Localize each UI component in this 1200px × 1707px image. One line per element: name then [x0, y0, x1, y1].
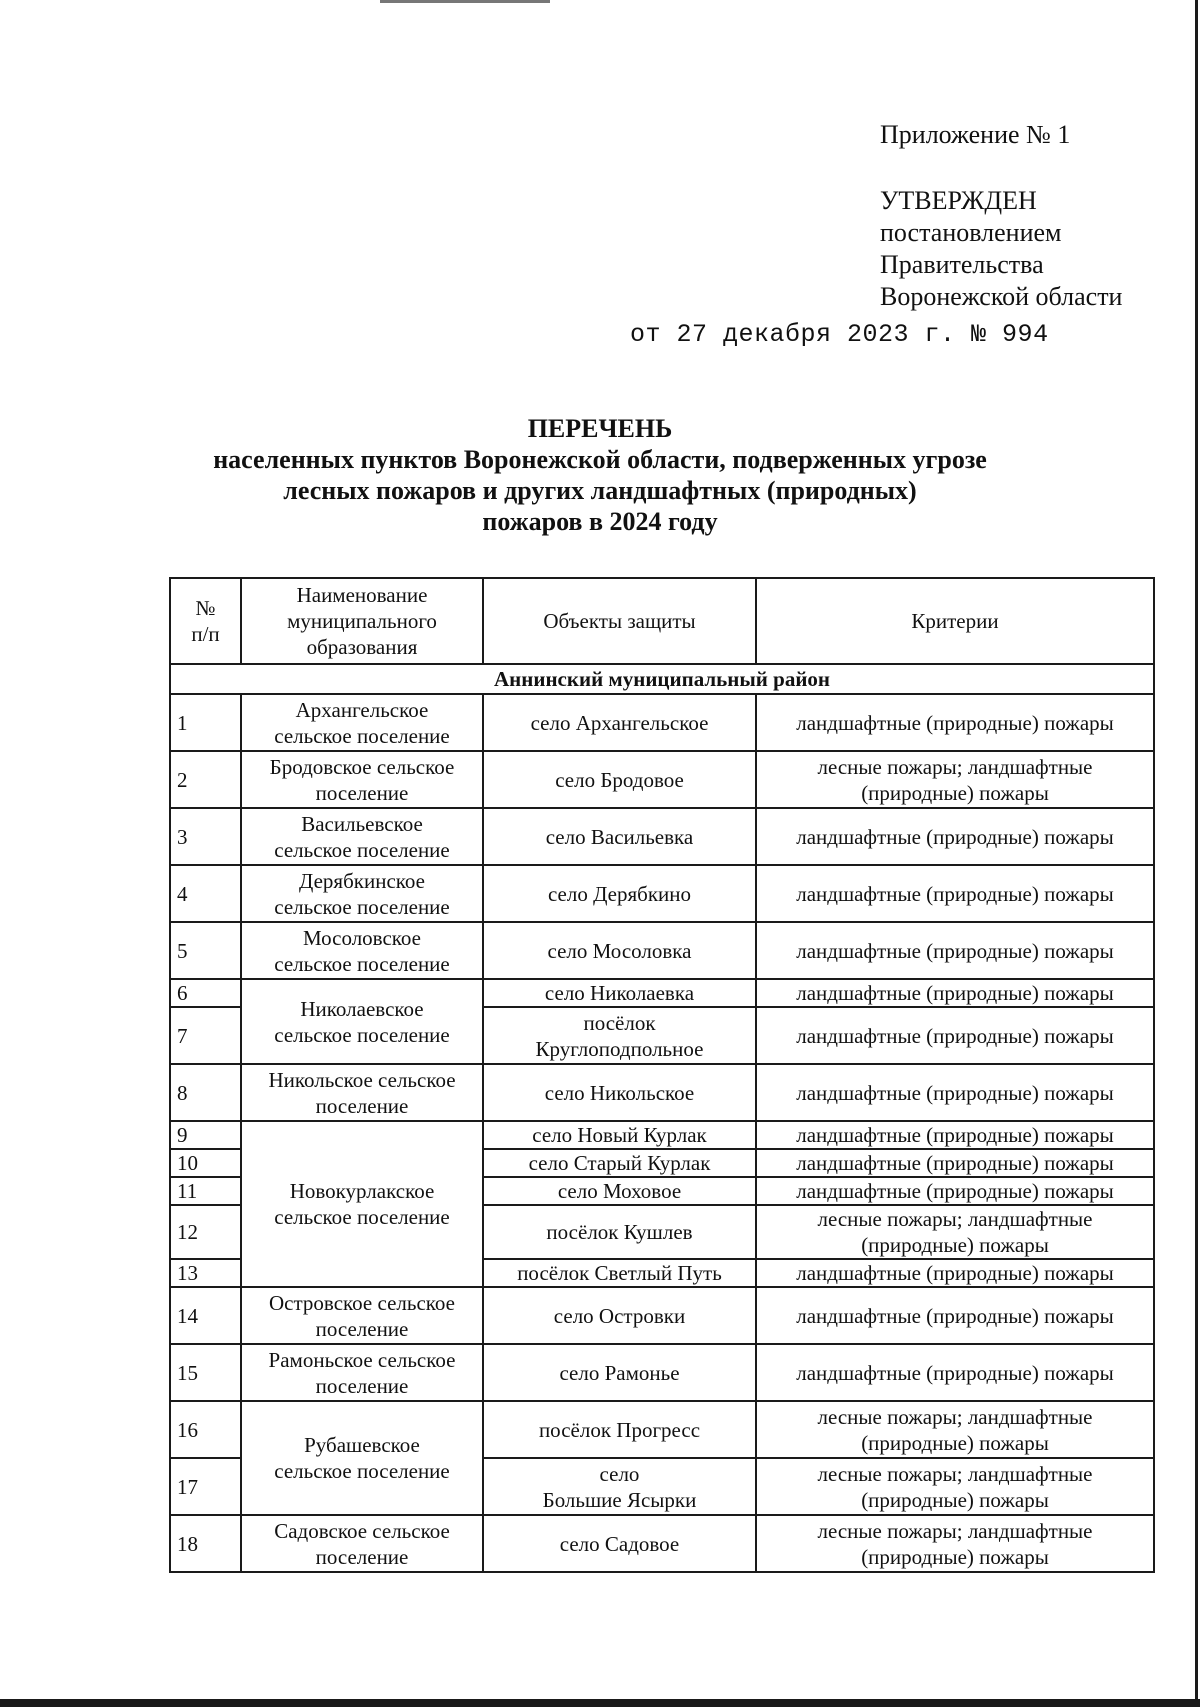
- row-number: 14: [170, 1287, 241, 1344]
- header-objects: Объекты защиты: [483, 578, 756, 664]
- header-num: [170, 578, 241, 664]
- criteria-cell: [756, 1515, 1154, 1572]
- table-row: [170, 1344, 1154, 1401]
- cell-line: Островское сельское: [269, 1290, 455, 1315]
- cell-line: сельское поселение: [274, 1022, 450, 1047]
- cell-line: Садовское сельское: [274, 1518, 450, 1543]
- cell-line: село Садовое: [559, 1531, 680, 1556]
- protected-object-cell: [483, 1205, 756, 1259]
- cell-line: ландшафтные (природные) пожары: [796, 1360, 1114, 1385]
- criteria-cell: [756, 1007, 1154, 1064]
- cell-line: поселение: [315, 1544, 409, 1569]
- header-criteria: Критерии: [756, 578, 1154, 664]
- municipality-cell: [241, 979, 483, 1064]
- row-number: 17: [170, 1458, 241, 1515]
- cell-line: поселение: [315, 1093, 409, 1118]
- row-number: 7: [170, 1007, 241, 1064]
- municipality-cell: [241, 1064, 483, 1121]
- approved-by-line: Воронежской области: [880, 282, 1123, 311]
- table-header-row: [170, 578, 1154, 664]
- header-municipality-line: Наименование: [296, 583, 428, 607]
- scan-border-bottom: [0, 1699, 1200, 1707]
- cell-line: ландшафтные (природные) пожары: [796, 1023, 1114, 1048]
- approval-stamp: [880, 185, 1122, 313]
- cell-line: Николаевское: [300, 996, 424, 1021]
- municipality-cell: [241, 922, 483, 979]
- protected-object-cell: [483, 808, 756, 865]
- row-number: 10: [170, 1149, 241, 1177]
- cell-line: Бродовское сельское: [269, 754, 455, 779]
- appendix-label: Приложение № 1: [880, 120, 1071, 149]
- table-row: [170, 865, 1154, 922]
- cell-line: село Васильевка: [545, 824, 694, 849]
- district-name: Аннинский муниципальный район: [170, 664, 1154, 694]
- protected-object-cell: [483, 1064, 756, 1121]
- protected-object-cell: [483, 1458, 756, 1515]
- row-number: 18: [170, 1515, 241, 1572]
- cell-line: ландшафтные (природные) пожары: [796, 824, 1114, 849]
- cell-line: поселение: [315, 1316, 409, 1341]
- criteria-cell: [756, 1149, 1154, 1177]
- table-row: [170, 694, 1154, 751]
- cell-line: ландшафтные (природные) пожары: [796, 881, 1114, 906]
- cell-line: поселение: [315, 780, 409, 805]
- cell-line: посёлок: [583, 1010, 656, 1035]
- row-number: 1: [170, 694, 241, 751]
- cell-line: сельское поселение: [274, 1205, 450, 1229]
- approved-by-line: постановлением: [880, 218, 1062, 247]
- cell-line: сельское поселение: [274, 1459, 450, 1483]
- municipality-cell: [241, 694, 483, 751]
- protected-object-cell: [483, 1177, 756, 1205]
- cell-line: лесные пожары; ландшафтные: [817, 1518, 1093, 1543]
- table-row: [170, 751, 1154, 808]
- cell-line: село Дерябкино: [547, 881, 692, 906]
- cell-line: село Мосоловка: [547, 938, 692, 963]
- cell-line: село Рамонье: [559, 1360, 680, 1385]
- table-row: [170, 1064, 1154, 1121]
- district-row: [170, 664, 1154, 694]
- row-number: 11: [170, 1177, 241, 1205]
- cell-line: ландшафтные (природные) пожары: [796, 1179, 1114, 1203]
- protected-object-cell: [483, 1401, 756, 1458]
- cell-line: ландшафтные (природные) пожары: [796, 1261, 1114, 1285]
- protected-object-cell: [483, 979, 756, 1007]
- municipality-cell: [241, 1515, 483, 1572]
- municipality-cell: [241, 865, 483, 922]
- criteria-cell: [756, 1458, 1154, 1515]
- title-line: пожаров в 2024 году: [482, 507, 718, 536]
- cell-line: Дерябкинское: [299, 868, 425, 893]
- protected-object-cell: [483, 922, 756, 979]
- header-num-line: №: [195, 596, 216, 620]
- municipality-cell: [241, 1121, 483, 1287]
- cell-line: лесные пожары; ландшафтные: [817, 1404, 1093, 1429]
- protected-object-cell: [483, 1259, 756, 1287]
- cell-line: посёлок Прогресс: [538, 1417, 701, 1442]
- cell-line: посёлок Кушлев: [546, 1220, 693, 1244]
- cell-line: ландшафтные (природные) пожары: [796, 710, 1114, 735]
- cell-line: ландшафтные (природные) пожары: [796, 1303, 1114, 1328]
- cell-line: сельское поселение: [274, 894, 450, 919]
- cell-line: лесные пожары; ландшафтные: [817, 754, 1093, 779]
- header-num-line: п/п: [191, 622, 220, 646]
- approved-label: УТВЕРЖДЕН: [880, 186, 1037, 215]
- protected-object-cell: [483, 1515, 756, 1572]
- criteria-cell: [756, 1177, 1154, 1205]
- scan-border-right: [1195, 0, 1198, 1707]
- row-number: 15: [170, 1344, 241, 1401]
- table-row: [170, 1515, 1154, 1572]
- cell-line: сельское поселение: [274, 723, 450, 748]
- municipality-cell: [241, 1344, 483, 1401]
- table-row: [170, 808, 1154, 865]
- document-title: [0, 413, 1200, 537]
- criteria-cell: [756, 1401, 1154, 1458]
- cell-line: село Николаевка: [544, 981, 695, 1005]
- cell-line: лесные пожары; ландшафтные: [817, 1461, 1093, 1486]
- cell-line: село Архангельское: [530, 710, 709, 735]
- criteria-cell: [756, 865, 1154, 922]
- table-row: [170, 922, 1154, 979]
- criteria-cell: [756, 1259, 1154, 1287]
- municipality-cell: [241, 808, 483, 865]
- cell-line: село Старый Курлак: [528, 1151, 711, 1175]
- row-number: 9: [170, 1121, 241, 1149]
- row-number: 6: [170, 979, 241, 1007]
- cell-line: (природные) пожары: [861, 1233, 1049, 1257]
- cell-line: село Новый Курлак: [532, 1123, 707, 1147]
- cell-line: село Островки: [553, 1303, 686, 1328]
- criteria-cell: [756, 1344, 1154, 1401]
- criteria-cell: [756, 1121, 1154, 1149]
- municipality-cell: [241, 751, 483, 808]
- cell-line: (природные) пожары: [861, 1487, 1049, 1512]
- protected-object-cell: [483, 1344, 756, 1401]
- row-number: 16: [170, 1401, 241, 1458]
- criteria-cell: [756, 922, 1154, 979]
- header-municipality: [241, 578, 483, 664]
- cell-line: ландшафтные (природные) пожары: [796, 1080, 1114, 1105]
- cell-line: село Моховое: [557, 1179, 682, 1203]
- table-row: [170, 1401, 1154, 1458]
- cell-line: ландшафтные (природные) пожары: [796, 981, 1114, 1005]
- cell-line: сельское поселение: [274, 837, 450, 862]
- municipality-cell: [241, 1287, 483, 1344]
- header-municipality-line: образования: [306, 635, 418, 659]
- protected-object-cell: [483, 1121, 756, 1149]
- protected-object-cell: [483, 865, 756, 922]
- cell-line: (природные) пожары: [861, 1430, 1049, 1455]
- title-line: лесных пожаров и других ландшафтных (природных): [283, 476, 917, 505]
- table-row: [170, 1287, 1154, 1344]
- cell-line: Мосоловское: [302, 925, 422, 950]
- cell-line: Рамоньское сельское: [268, 1347, 456, 1372]
- criteria-cell: [756, 1205, 1154, 1259]
- cell-line: Большие Ясырки: [542, 1487, 697, 1512]
- cell-line: Круглоподпольное: [535, 1036, 704, 1061]
- criteria-cell: [756, 979, 1154, 1007]
- criteria-cell: [756, 808, 1154, 865]
- cell-line: Новокурлакское: [289, 1179, 435, 1203]
- cell-line: село: [599, 1461, 640, 1486]
- cell-line: (природные) пожары: [861, 1544, 1049, 1569]
- cell-line: Архангельское: [295, 697, 429, 722]
- table-row: [170, 979, 1154, 1007]
- cell-line: сельское поселение: [274, 951, 450, 976]
- protected-object-cell: [483, 1007, 756, 1064]
- cell-line: (природные) пожары: [861, 780, 1049, 805]
- cell-line: Никольское сельское: [268, 1067, 456, 1092]
- header-municipality-line: муниципального: [287, 609, 437, 633]
- protected-object-cell: [483, 1149, 756, 1177]
- cell-line: ландшафтные (природные) пожары: [796, 938, 1114, 963]
- cell-line: Рубашевское: [304, 1433, 420, 1457]
- cell-line: село Бродовое: [555, 767, 684, 792]
- cell-line: ландшафтные (природные) пожары: [796, 1151, 1114, 1175]
- row-number: 5: [170, 922, 241, 979]
- cell-line: село Никольское: [544, 1080, 695, 1105]
- criteria-cell: [756, 1287, 1154, 1344]
- title-heading: ПЕРЕЧЕНЬ: [527, 414, 673, 443]
- approved-by-line: Правительства: [880, 250, 1044, 279]
- row-number: 3: [170, 808, 241, 865]
- table-row: [170, 1121, 1154, 1149]
- criteria-cell: [756, 1064, 1154, 1121]
- cell-line: поселение: [315, 1373, 409, 1398]
- row-number: 4: [170, 865, 241, 922]
- protected-object-cell: [483, 751, 756, 808]
- row-number: 13: [170, 1259, 241, 1287]
- table-body: [170, 664, 1154, 1572]
- cell-line: Васильевское: [301, 811, 423, 836]
- municipality-cell: [241, 1401, 483, 1515]
- row-number: 8: [170, 1064, 241, 1121]
- row-number: 12: [170, 1205, 241, 1259]
- decree-date-number: от 27 декабря 2023 г. № 994: [630, 320, 1049, 349]
- cell-line: посёлок Светлый Путь: [517, 1261, 722, 1285]
- criteria-cell: [756, 751, 1154, 808]
- scan-mark: [380, 0, 550, 3]
- protected-object-cell: [483, 1287, 756, 1344]
- row-number: 2: [170, 751, 241, 808]
- title-line: населенных пунктов Воронежской области, подверженных угрозе: [213, 445, 987, 474]
- protected-object-cell: [483, 694, 756, 751]
- criteria-cell: [756, 694, 1154, 751]
- settlements-table: [169, 577, 1155, 1573]
- cell-line: ландшафтные (природные) пожары: [796, 1123, 1114, 1147]
- cell-line: лесные пожары; ландшафтные: [817, 1207, 1093, 1231]
